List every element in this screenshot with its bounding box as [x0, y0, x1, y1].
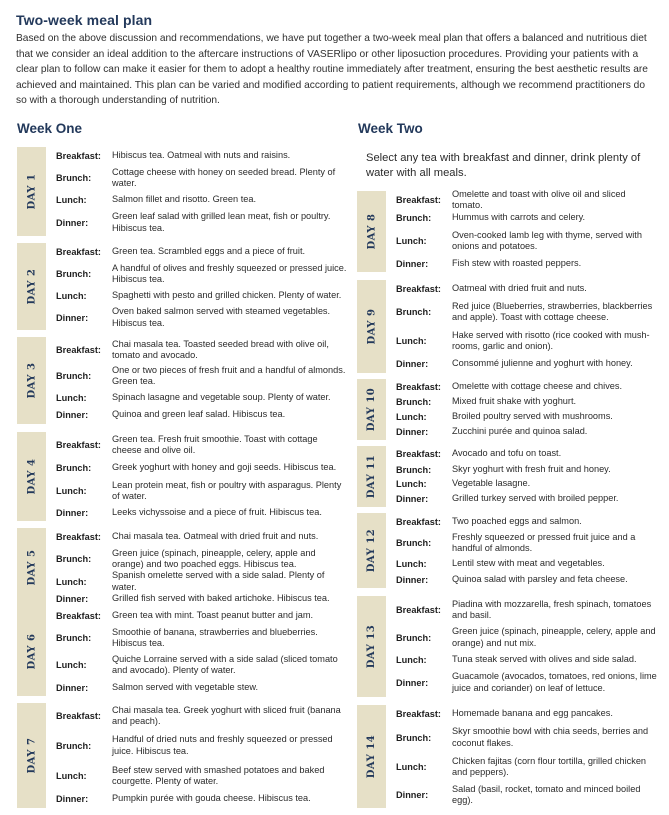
- meal-desc: Hummus with carrots and celery.: [452, 212, 586, 223]
- meal-row: [56, 607, 347, 625]
- meal-row: [56, 191, 347, 209]
- meal-desc: Omelette with cottage cheese and chives.: [452, 381, 623, 392]
- meal-row: [56, 651, 347, 679]
- day-block: [357, 379, 657, 440]
- meal-type: Lunch:: [56, 486, 87, 496]
- meal-desc: Green juice (spinach, pineapple, celery, apple and orange) and nut mix.: [452, 626, 656, 648]
- week-two-title: Week Two: [358, 121, 423, 136]
- day-label: DAY 14: [366, 734, 377, 779]
- day-block: [17, 337, 347, 424]
- meal-type: Breakfast:: [396, 449, 441, 459]
- meal-desc: Pumpkin purée with gouda cheese. Hibiscus tea.: [112, 793, 311, 804]
- meal-type: Breakfast:: [396, 382, 441, 392]
- meal-row: [56, 478, 347, 504]
- day-label: DAY 13: [366, 624, 377, 669]
- meal-type: Dinner:: [396, 359, 429, 369]
- day-label: DAY 10: [366, 387, 377, 432]
- intro-paragraph: Based on the above discussion and recommendations, we have put together a two-week meal plan that offers a balanced and nutritious diet that we consider an ideal addition to the aftercare instructions of VASERlipo or other liposuction procedures. Providing your patients with a clear plan to follow can make it easier for them to adopt a healthy routine immediately after treatment, ensuring the best aesthetic results are achieved and maintained. This plan can be varied and modified according to patient requirements, although we recommend practitioners do so with a thorough understanding of nutrition.: [16, 33, 648, 107]
- week-two-intro: Select any tea with breakfast and dinner, drink plenty of water with all meals.: [366, 152, 641, 179]
- meal-desc: Skyr yoghurt with fresh fruit and honey.: [452, 463, 611, 474]
- meal-desc: Greek yoghurt with honey and goji seeds. Hibiscus tea.: [112, 462, 337, 473]
- meal-desc: Green juice (spinach, pineapple, celery, apple and orange) and two poached eggs. Hibiscus tea.: [112, 547, 316, 569]
- meal-desc: Grilled fish served with baked artichoke. Hibiscus tea.: [112, 592, 330, 603]
- meal-desc: Chai masala tea. Greek yoghurt with sliced fruit (banana and peach).: [112, 704, 341, 726]
- meal-type: Lunch:: [56, 195, 87, 205]
- meal-row: [396, 424, 657, 440]
- meal-type: Brunch:: [56, 633, 92, 643]
- meal-row: [56, 762, 347, 790]
- meal-row: [396, 491, 657, 507]
- meal-row: [396, 395, 657, 409]
- meal-type: Dinner:: [396, 790, 429, 800]
- meal-row: [396, 477, 657, 491]
- meal-desc: Tuna steak served with olives and side salad.: [452, 653, 637, 664]
- meal-type: Dinner:: [56, 217, 89, 228]
- day-block: [17, 607, 347, 696]
- meal-desc: Grilled turkey served with broiled pepper.: [452, 493, 619, 504]
- meal-desc: Skyr smoothie bowl with chia seeds, berries and coconut flakes.: [452, 726, 649, 748]
- day-block: [17, 243, 347, 330]
- meal-desc: Chai masala tea. Toasted seeded bread with olive oil, tomato and avocado.: [112, 338, 329, 360]
- meal-desc: Oatmeal with dried fruit and nuts.: [452, 282, 587, 293]
- meal-type: Lunch:: [396, 479, 427, 489]
- meal-row: [56, 337, 347, 363]
- meal-row: [56, 570, 347, 592]
- meal-row: [56, 703, 347, 729]
- meal-type: Breakfast:: [396, 709, 441, 719]
- meal-type: Breakfast:: [56, 531, 101, 542]
- meal-row: [396, 446, 657, 462]
- meal-row: [56, 590, 347, 607]
- meal-desc: Zucchini purée and quinoa salad.: [452, 426, 588, 437]
- meal-row: [56, 729, 347, 762]
- meal-desc: One or two pieces of fresh fruit and a handful of almonds. Green tea.: [112, 364, 346, 386]
- meal-type: Dinner:: [56, 507, 89, 518]
- meal-desc: Quinoa salad with parsley and feta cheese.: [452, 574, 628, 585]
- meal-desc: Salad (basil, rocket, tomato and minced boiled egg).: [452, 783, 641, 805]
- meal-type: Dinner:: [56, 312, 89, 323]
- meal-type: Lunch:: [396, 559, 427, 569]
- meal-type: Brunch:: [396, 538, 432, 548]
- meal-desc: Consommé julienne and yoghurt with honey.: [452, 358, 633, 369]
- week-two-column: [357, 188, 657, 809]
- meal-type: Breakfast:: [56, 711, 101, 721]
- meal-type: Brunch:: [56, 173, 92, 183]
- meal-row: [56, 504, 347, 521]
- meal-desc: Leeks vichyssoise and a piece of fruit. Hibiscus tea.: [112, 506, 322, 517]
- meal-row: [396, 651, 657, 668]
- meal-type: Dinner:: [56, 593, 89, 604]
- meal-type: Lunch:: [56, 576, 87, 587]
- meal-desc: Cottage cheese with honey on seeded bread. Plenty of water.: [112, 166, 336, 188]
- meal-type: Lunch:: [56, 392, 87, 403]
- meal-row: [396, 280, 657, 297]
- day-block: [17, 703, 347, 808]
- meal-desc: Homemade banana and egg pancakes.: [452, 708, 613, 719]
- meal-row: [396, 462, 657, 477]
- meal-desc: Chai masala tea. Oatmeal with dried fruit and nuts.: [112, 530, 319, 541]
- meal-row: [56, 363, 347, 389]
- day-block: [17, 147, 347, 236]
- day-label: DAY 6: [26, 633, 38, 670]
- meal-desc: Chicken fajitas (corn flour tortilla, grilled chicken and peppers).: [452, 755, 647, 777]
- meal-desc: Oven-cooked lamb leg with thyme, served with onions and potatoes.: [452, 229, 642, 251]
- meal-desc: Beef stew served with smashed potatoes and baked courgette. Plenty of water.: [112, 764, 325, 786]
- meal-type: Breakfast:: [396, 516, 441, 527]
- meal-row: [56, 147, 347, 165]
- meal-desc: Smoothie of banana, strawberries and blueberries. Hibiscus tea.: [112, 626, 318, 648]
- meal-type: Brunch:: [56, 371, 92, 381]
- day-block: [17, 528, 347, 607]
- meal-row: [56, 679, 347, 696]
- meal-type: Brunch:: [56, 463, 92, 473]
- meal-type: Lunch:: [396, 236, 427, 246]
- meal-row: [396, 513, 657, 530]
- meal-row: [396, 530, 657, 556]
- meal-desc: Salmon fillet and risotto. Green tea.: [112, 194, 257, 205]
- meal-row: [396, 668, 657, 697]
- meal-row: [396, 782, 657, 808]
- meal-row: [396, 723, 657, 752]
- meal-type: Breakfast:: [56, 151, 101, 161]
- meal-type: Dinner:: [396, 677, 429, 688]
- day-label: DAY 9: [366, 308, 378, 345]
- meal-desc: Mixed fruit shake with yoghurt.: [452, 396, 577, 407]
- meal-type: Brunch:: [56, 269, 92, 279]
- meal-type: Brunch:: [396, 632, 432, 643]
- meal-desc: Red juice (Blueberries, strawberries, blackberries and apple). Toast with cottage cheese.: [452, 300, 653, 322]
- meal-row: [396, 624, 657, 651]
- meal-type: Lunch:: [396, 336, 427, 346]
- meal-desc: Guacamole (avocados, tomatoes, red onions, lime juice and coriander) on leaf of lettuce.: [452, 671, 657, 693]
- meal-type: Dinner:: [56, 410, 89, 420]
- day-block: [17, 432, 347, 521]
- meal-row: [56, 625, 347, 651]
- meal-row: [396, 188, 657, 210]
- meal-type: Brunch:: [56, 740, 92, 751]
- meal-row: [56, 243, 347, 261]
- day-block: [357, 188, 657, 272]
- meal-type: Lunch:: [396, 762, 427, 772]
- meal-row: [56, 406, 347, 424]
- meal-desc: Quiche Lorraine served with a side salad (sliced tomato and avocado). Plenty of water.: [112, 653, 338, 675]
- meal-desc: Broiled poultry served with mushrooms.: [452, 410, 613, 421]
- meal-row: [396, 255, 657, 272]
- meal-desc: Vegetable lasagne.: [452, 478, 531, 489]
- meal-row: [56, 261, 347, 287]
- meal-type: Breakfast:: [56, 440, 101, 450]
- page-title: Two-week meal plan: [16, 12, 153, 28]
- meal-row: [396, 297, 657, 327]
- day-block: [357, 705, 657, 808]
- meal-desc: Two poached eggs and salmon.: [452, 515, 582, 526]
- week-one-column: [17, 147, 347, 809]
- meal-row: [396, 227, 657, 255]
- meal-row: [56, 458, 347, 478]
- day-block: [357, 596, 657, 697]
- meal-type: Lunch:: [56, 660, 87, 670]
- meal-desc: Salmon served with vegetable stew.: [112, 681, 259, 692]
- meal-row: [396, 409, 657, 424]
- day-label: DAY 5: [26, 549, 38, 586]
- meal-row: [56, 287, 347, 305]
- meal-desc: Avocado and tofu on toast.: [452, 448, 562, 459]
- day-block: [357, 513, 657, 588]
- meal-row: [56, 545, 347, 573]
- meal-type: Breakfast:: [56, 611, 101, 621]
- meal-type: Breakfast:: [396, 605, 441, 615]
- meal-row: [56, 432, 347, 458]
- meal-desc: Green leaf salad with grilled lean meat, fish or poultry. Hibiscus tea.: [112, 211, 331, 233]
- meal-type: Dinner:: [396, 575, 429, 585]
- day-label: DAY 7: [26, 737, 38, 774]
- meal-type: Dinner:: [396, 258, 429, 269]
- meal-desc: Hake served with risotto (rice cooked with mush-rooms, garlic and onion).: [452, 329, 650, 351]
- meal-desc: Green tea with mint. Toast peanut butter and jam.: [112, 610, 314, 621]
- meal-type: Lunch:: [396, 411, 427, 422]
- meal-row: [396, 596, 657, 624]
- day-label: DAY 1: [26, 173, 38, 210]
- day-label: DAY 11: [366, 454, 377, 499]
- meal-type: Dinner:: [396, 427, 429, 437]
- meal-row: [56, 790, 347, 808]
- meal-type: Lunch:: [396, 654, 427, 665]
- day-label: DAY 2: [26, 268, 38, 305]
- meal-row: [56, 528, 347, 545]
- meal-row: [396, 327, 657, 355]
- meal-desc: A handful of olives and freshly squeezed or pressed juice. Hibiscus tea.: [112, 262, 347, 284]
- meal-desc: Omelette and toast with olive oil and sliced tomato.: [452, 188, 626, 210]
- meal-row: [396, 752, 657, 782]
- day-label: DAY 3: [26, 362, 38, 399]
- meal-row: [396, 379, 657, 395]
- meal-type: Breakfast:: [56, 247, 101, 257]
- meal-row: [396, 355, 657, 373]
- meal-desc: Hibiscus tea. Oatmeal with nuts and raisins.: [112, 150, 291, 161]
- day-block: [357, 446, 657, 507]
- meal-desc: Piadina with mozzarella, fresh spinach, tomatoes and basil.: [452, 598, 652, 620]
- meal-row: [56, 209, 347, 236]
- meal-type: Dinner:: [396, 494, 429, 504]
- meal-row: [56, 389, 347, 406]
- meal-type: Breakfast:: [396, 283, 441, 294]
- meal-type: Breakfast:: [396, 195, 441, 205]
- day-block: [357, 280, 657, 373]
- meal-type: Brunch:: [56, 554, 92, 564]
- day-label: DAY 4: [26, 458, 38, 495]
- meal-desc: Lentil stew with meat and vegetables.: [452, 558, 605, 569]
- meal-row: [396, 572, 657, 588]
- meal-desc: Spinach lasagne and vegetable soup. Plenty of water.: [112, 391, 331, 402]
- meal-type: Lunch:: [56, 291, 87, 301]
- meal-row: [396, 556, 657, 572]
- meal-type: Breakfast:: [56, 345, 101, 355]
- day-label: DAY 8: [366, 213, 378, 250]
- meal-type: Brunch:: [396, 464, 432, 475]
- week-one-title: Week One: [17, 121, 83, 136]
- meal-desc: Quinoa and green leaf salad. Hibiscus tea.: [112, 409, 286, 420]
- meal-row: [56, 305, 347, 330]
- meal-desc: Green tea. Scrambled eggs and a piece of fruit.: [112, 246, 306, 257]
- meal-desc: Spanish omelette served with a side salad. Plenty of water.: [112, 570, 325, 592]
- meal-desc: Oven baked salmon served with steamed vegetables. Hibiscus tea.: [112, 306, 331, 328]
- meal-desc: Freshly squeezed or pressed fruit juice and a handful of almonds.: [452, 531, 636, 553]
- meal-desc: Lean protein meat, fish or poultry with asparagus. Plenty of water.: [112, 479, 342, 501]
- meal-row: [396, 705, 657, 723]
- meal-desc: Green tea. Fresh fruit smoothie. Toast with cottage cheese and olive oil.: [112, 433, 318, 455]
- meal-type: Brunch:: [396, 397, 432, 407]
- meal-row: [56, 165, 347, 191]
- meal-type: Dinner:: [56, 682, 89, 693]
- meal-row: [396, 209, 657, 227]
- meal-type: Dinner:: [56, 794, 89, 804]
- day-label: DAY 12: [366, 528, 377, 573]
- meal-type: Brunch:: [396, 732, 432, 743]
- meal-type: Lunch:: [56, 771, 87, 781]
- meal-type: Brunch:: [396, 307, 432, 317]
- meal-desc: Fish stew with roasted peppers.: [452, 257, 582, 268]
- meal-type: Brunch:: [396, 213, 432, 223]
- meal-desc: Handful of dried nuts and freshly squeezed or pressed juice. Hibiscus tea.: [112, 734, 333, 756]
- meal-desc: Spaghetti with pesto and grilled chicken. Plenty of water.: [112, 290, 342, 301]
